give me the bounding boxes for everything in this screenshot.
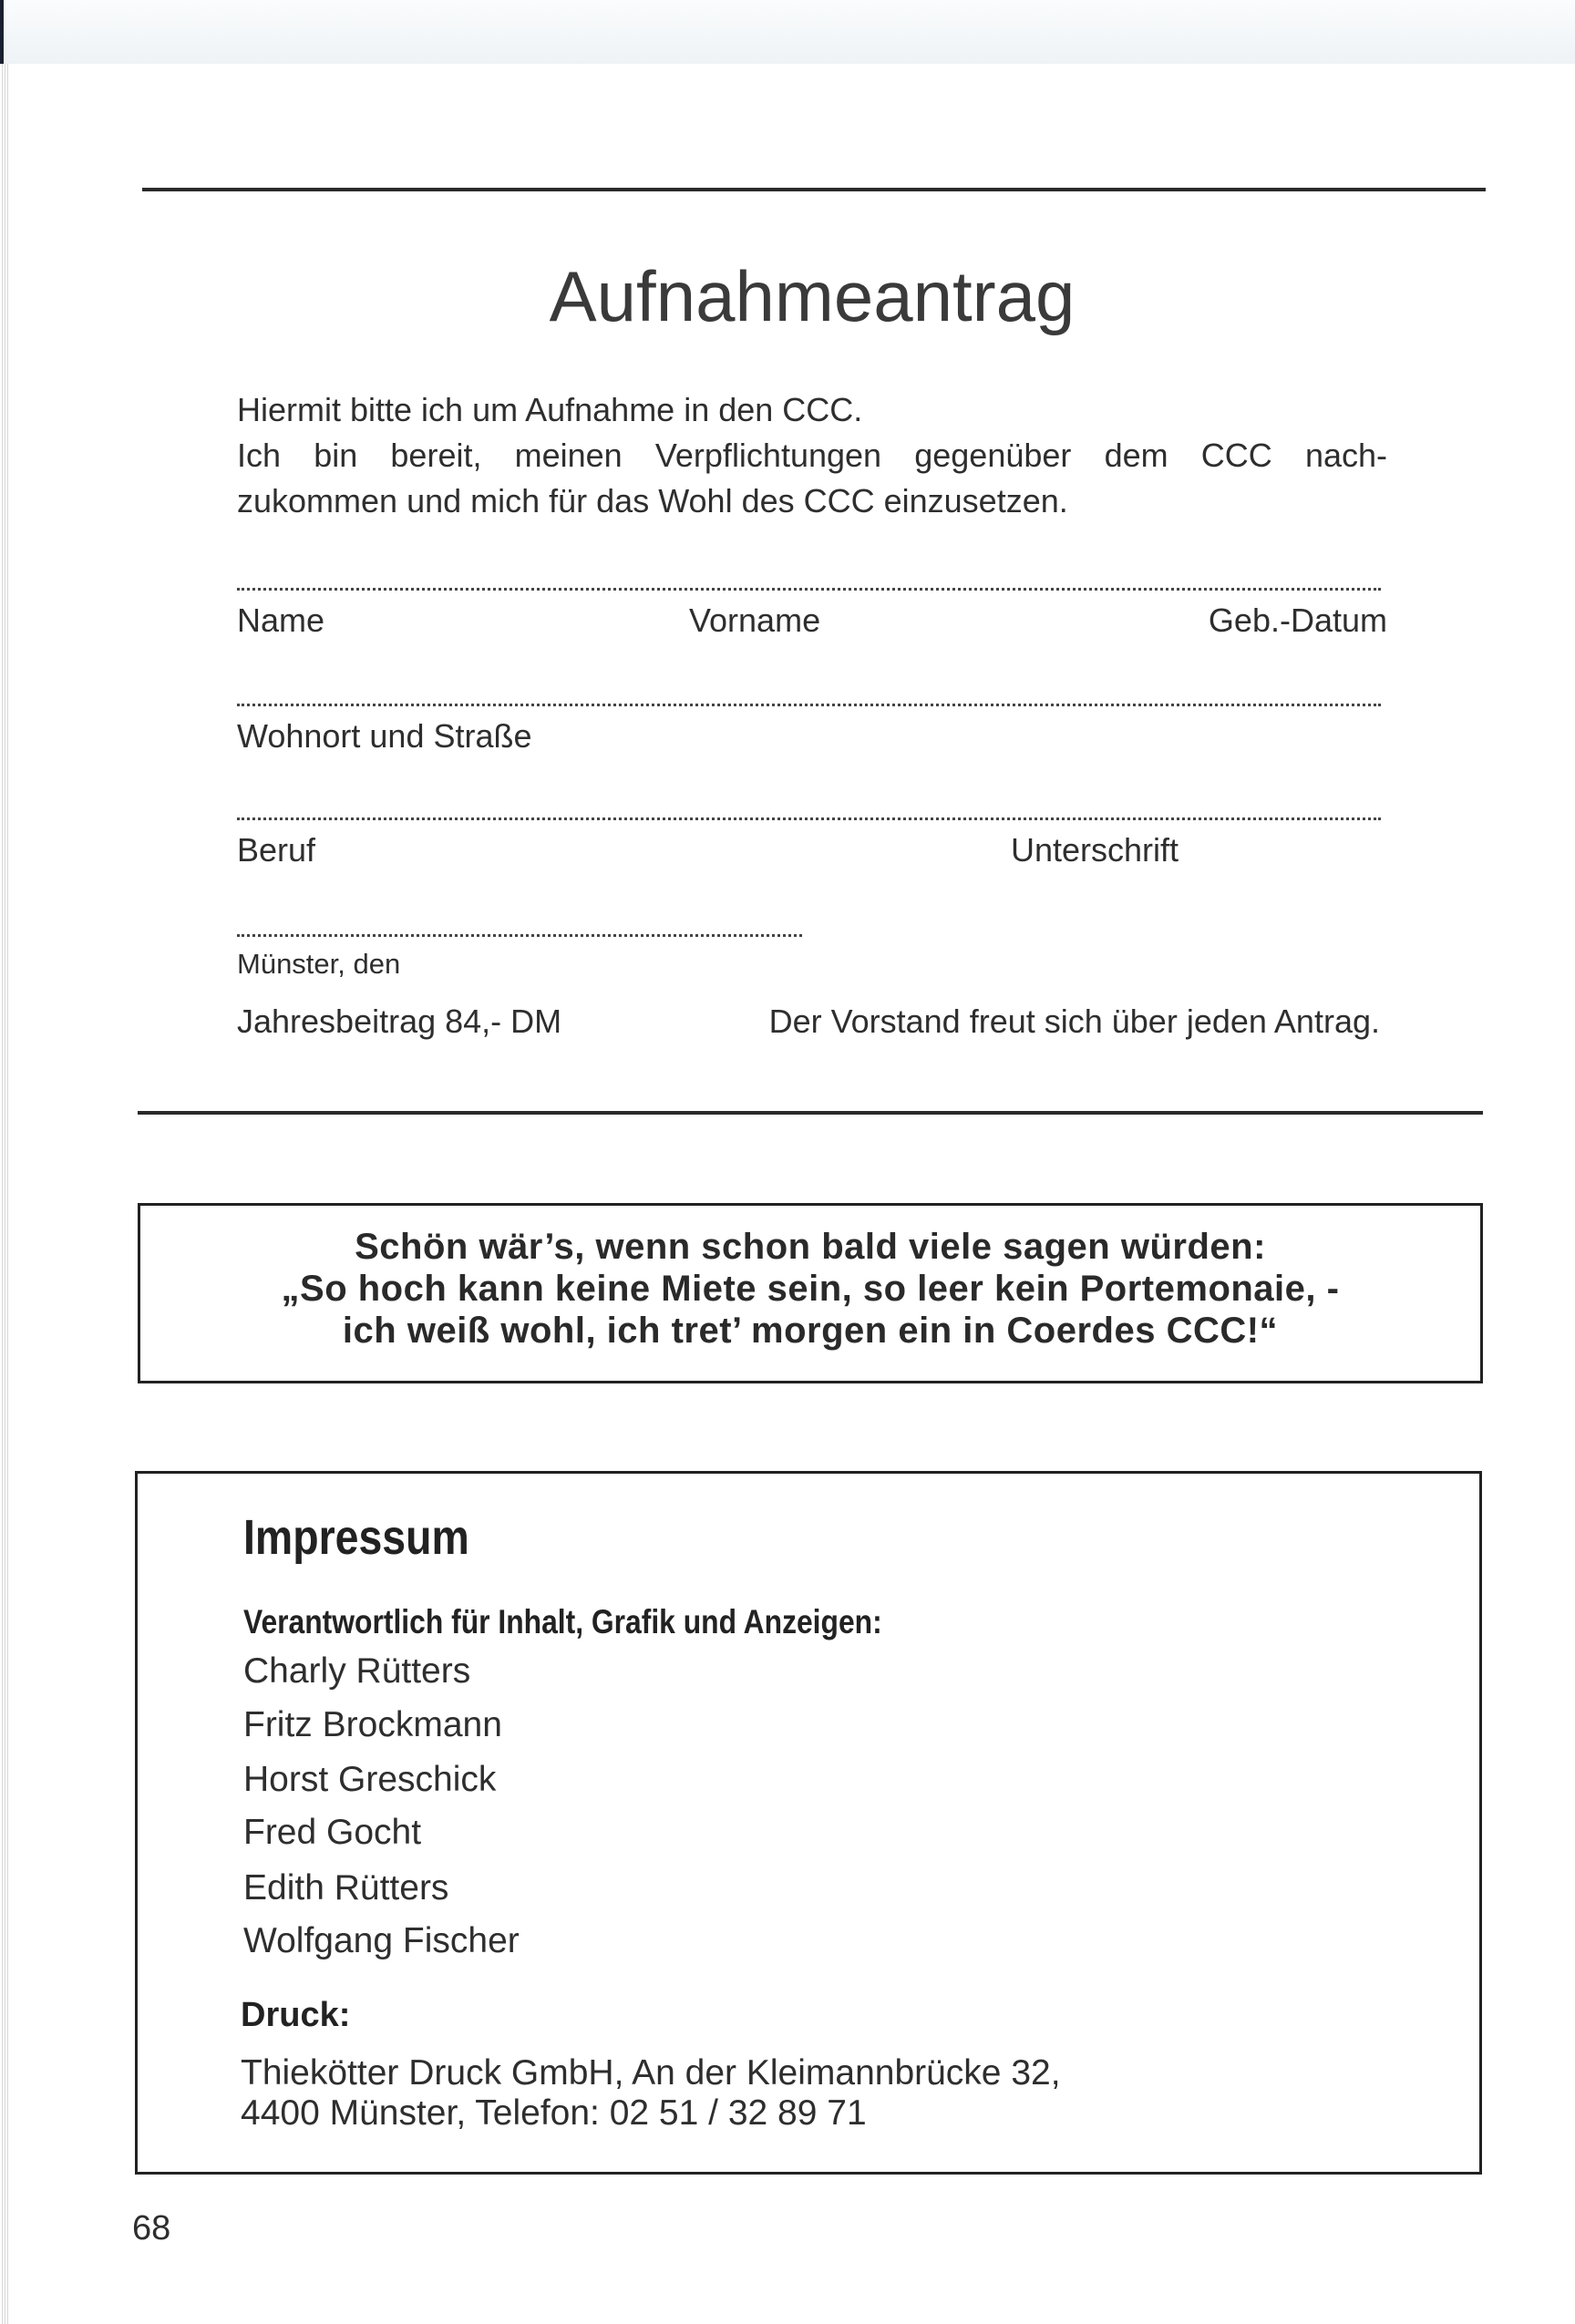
responsible-name: Edith Rütters xyxy=(243,1868,449,1908)
intro-line: Ich bin bereit, meinen Verpflichtungen gegenüber dem CCC nach- xyxy=(237,437,1387,474)
beruf-label: Beruf xyxy=(237,831,316,869)
impressum-heading: Impressum xyxy=(243,1510,469,1565)
form-intro xyxy=(237,387,1387,524)
printer-address: Thiekötter Druck GmbH, An der Kleimannbrücke 32, xyxy=(241,2053,1061,2093)
page-number: 68 xyxy=(132,2209,171,2247)
board-note: Der Vorstand freut sich über jeden Antrag. xyxy=(768,1003,1380,1040)
slogan-line: „So hoch kann keine Miete sein, so leer kein Portemonaie, - xyxy=(281,1269,1340,1309)
slogan-line: ich weiß wohl, ich tret’ morgen ein in Coerdes CCC!“ xyxy=(342,1311,1279,1351)
middle-rule xyxy=(138,1111,1483,1115)
beruf-field-line[interactable] xyxy=(237,818,1381,820)
responsible-name: Fred Gocht xyxy=(243,1813,422,1852)
responsible-name: Wolfgang Fischer xyxy=(243,1921,520,1960)
printer-contact: 4400 Münster, Telefon: 02 51 / 32 89 71 xyxy=(241,2093,867,2133)
scan-top-margin xyxy=(0,0,1575,64)
print-label: Druck: xyxy=(241,1996,351,2034)
intro-line: Hiermit bitte ich um Aufnahme in den CCC. xyxy=(237,391,863,428)
scan-edge-shadow xyxy=(0,0,4,64)
wohnort-label: Wohnort und Straße xyxy=(237,717,532,755)
fee-text: Jahresbeitrag 84,- DM xyxy=(237,1003,562,1040)
page-edge xyxy=(0,64,9,2324)
top-rule xyxy=(142,188,1486,191)
slogan-box xyxy=(138,1203,1483,1383)
slogan-line: Schön wär’s, wenn schon bald viele sagen würden: xyxy=(355,1227,1266,1267)
geburtsdatum-label: Geb.-Datum xyxy=(1208,602,1387,639)
name-label: Name xyxy=(237,602,325,639)
ort-datum-field-line[interactable] xyxy=(237,934,802,937)
vorname-label: Vorname xyxy=(689,602,821,639)
wohnort-field-line[interactable] xyxy=(237,704,1381,706)
form-title: Aufnahmeantrag xyxy=(549,256,1076,336)
responsible-name: Horst Greschick xyxy=(243,1760,497,1799)
unterschrift-label: Unterschrift xyxy=(1011,831,1179,869)
ort-datum-label: Münster, den xyxy=(237,948,401,980)
responsible-label: Verantwortlich für Inhalt, Grafik und Anzeigen: xyxy=(243,1603,882,1640)
name-field-line[interactable] xyxy=(237,588,1381,591)
responsible-name: Charly Rütters xyxy=(243,1651,471,1691)
slogan-text xyxy=(140,1226,1480,1352)
responsible-name: Fritz Brockmann xyxy=(243,1705,502,1744)
intro-line: zukommen und mich für das Wohl des CCC einzusetzen. xyxy=(237,482,1068,519)
